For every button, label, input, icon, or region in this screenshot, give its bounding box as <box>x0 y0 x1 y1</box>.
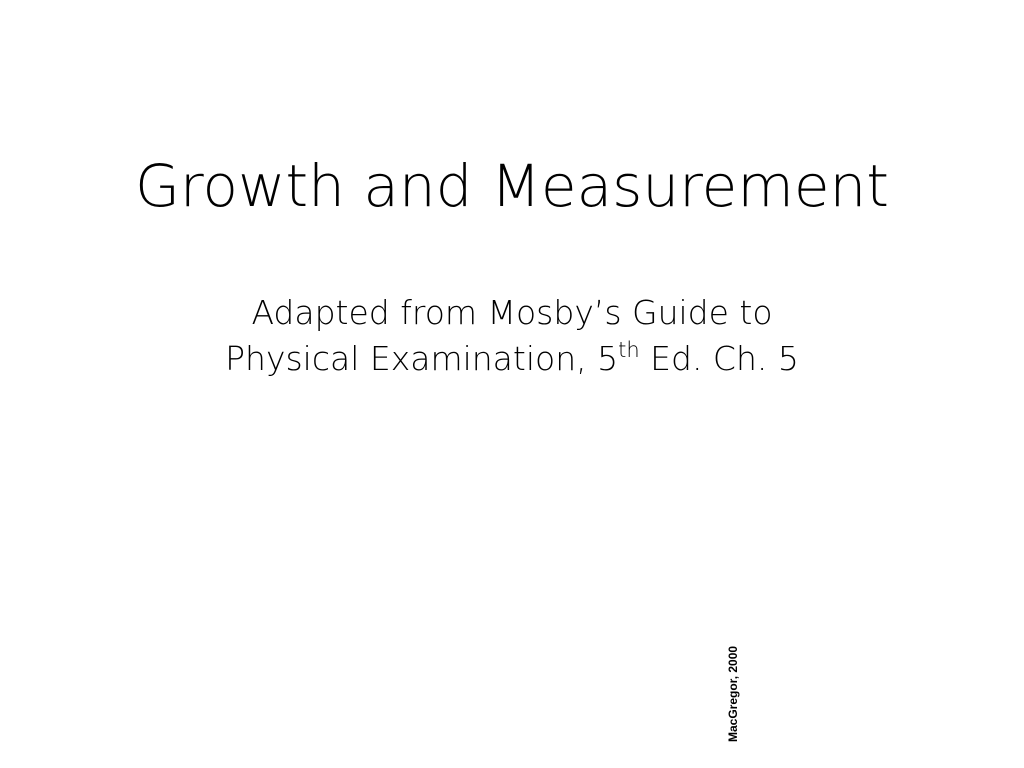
subtitle-line-2-suffix: Ed. Ch. 5 <box>639 339 799 378</box>
subtitle-line-1: Adapted from Mosby’s Guide to <box>251 293 773 332</box>
slide-subtitle <box>0 290 1024 382</box>
slide-title: Growth and Measurement <box>134 152 890 220</box>
subtitle-line-2-text: Physical Examination, 5 <box>225 339 619 378</box>
author-credit: MacGregor, 2000 <box>726 645 740 742</box>
subtitle-line-2 <box>0 336 1024 382</box>
edition-superscript: th <box>618 338 640 362</box>
